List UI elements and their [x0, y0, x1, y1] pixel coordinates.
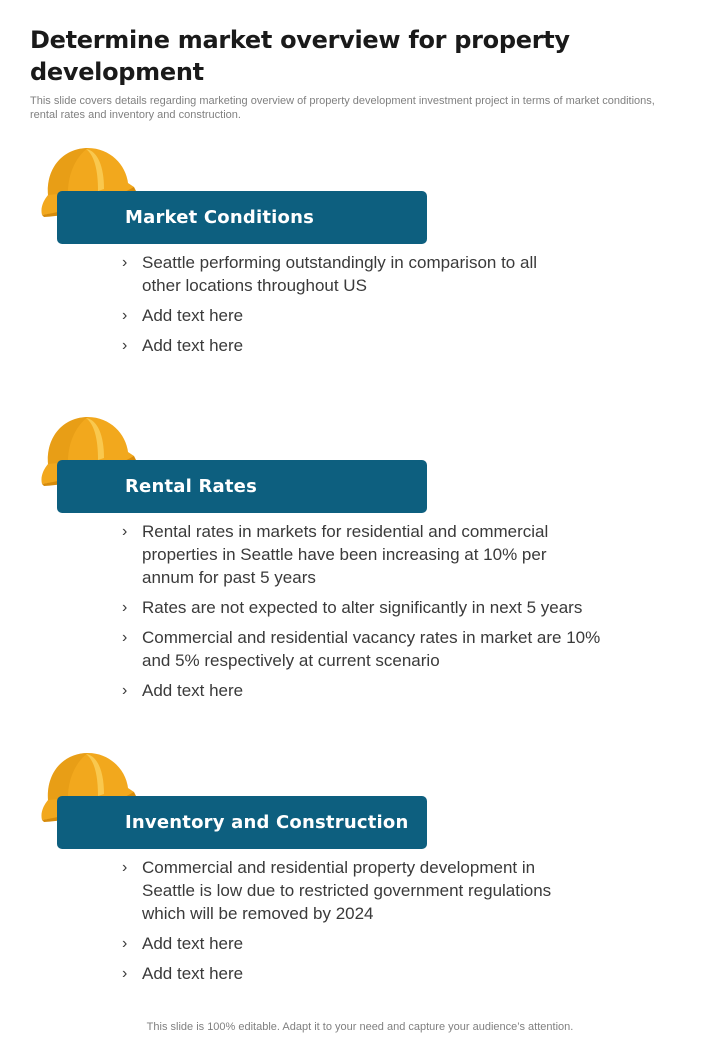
chevron-right-icon: › [122, 629, 128, 646]
list-item [122, 596, 642, 619]
page-title: Determine market overview for property development [30, 26, 570, 86]
chevron-right-icon: › [122, 254, 128, 271]
chevron-right-icon: › [122, 965, 128, 982]
bullet-text: Rental rates in markets for residential and commercial properties in Seattle have been increasing at 10% per annum for past 5 years [142, 522, 549, 587]
footer-note: This slide is 100% editable. Adapt it to your need and capture your audience’s attention. [146, 1021, 574, 1033]
list-item [122, 962, 642, 985]
list-item [122, 932, 642, 955]
bullet-text: Add text here [142, 681, 244, 700]
bullet-text: Commercial and residential vacancy rates in market are 10% and 5% respectively at current scenario [142, 628, 601, 670]
list-item [122, 304, 642, 327]
chevron-right-icon: › [122, 337, 128, 354]
bullet-list [122, 856, 642, 992]
chevron-right-icon: › [122, 307, 128, 324]
section-banner [57, 191, 427, 244]
bullet-text: Add text here [142, 964, 244, 983]
list-item [122, 251, 642, 297]
chevron-right-icon: › [122, 599, 128, 616]
list-item [122, 626, 642, 672]
bullet-text: Rates are not expected to alter significantly in next 5 years [142, 598, 583, 617]
list-item [122, 334, 642, 357]
bullet-text: Commercial and residential property development in Seattle is low due to restricted government regulations which will be removed by 2024 [142, 858, 552, 923]
bullet-text: Add text here [142, 336, 244, 355]
bullet-list [122, 251, 642, 364]
section-banner [57, 460, 427, 513]
chevron-right-icon: › [122, 935, 128, 952]
section-heading: Rental Rates [125, 476, 258, 497]
section-banner [57, 796, 427, 849]
list-item [122, 856, 642, 925]
list-item [122, 520, 642, 589]
bullet-list [122, 520, 642, 709]
bullet-text: Add text here [142, 306, 244, 325]
chevron-right-icon: › [122, 859, 128, 876]
bullet-text: Add text here [142, 934, 244, 953]
section-heading: Market Conditions [125, 207, 315, 228]
bullet-text: Seattle performing outstandingly in comparison to all other locations throughout US [142, 253, 537, 295]
chevron-right-icon: › [122, 523, 128, 540]
list-item [122, 679, 642, 702]
page-subtitle: This slide covers details regarding marketing overview of property development investment project in terms of market conditions, rental rates and inventory and construction. [30, 95, 655, 121]
chevron-right-icon: › [122, 682, 128, 699]
section-heading: Inventory and Construction [125, 812, 409, 833]
